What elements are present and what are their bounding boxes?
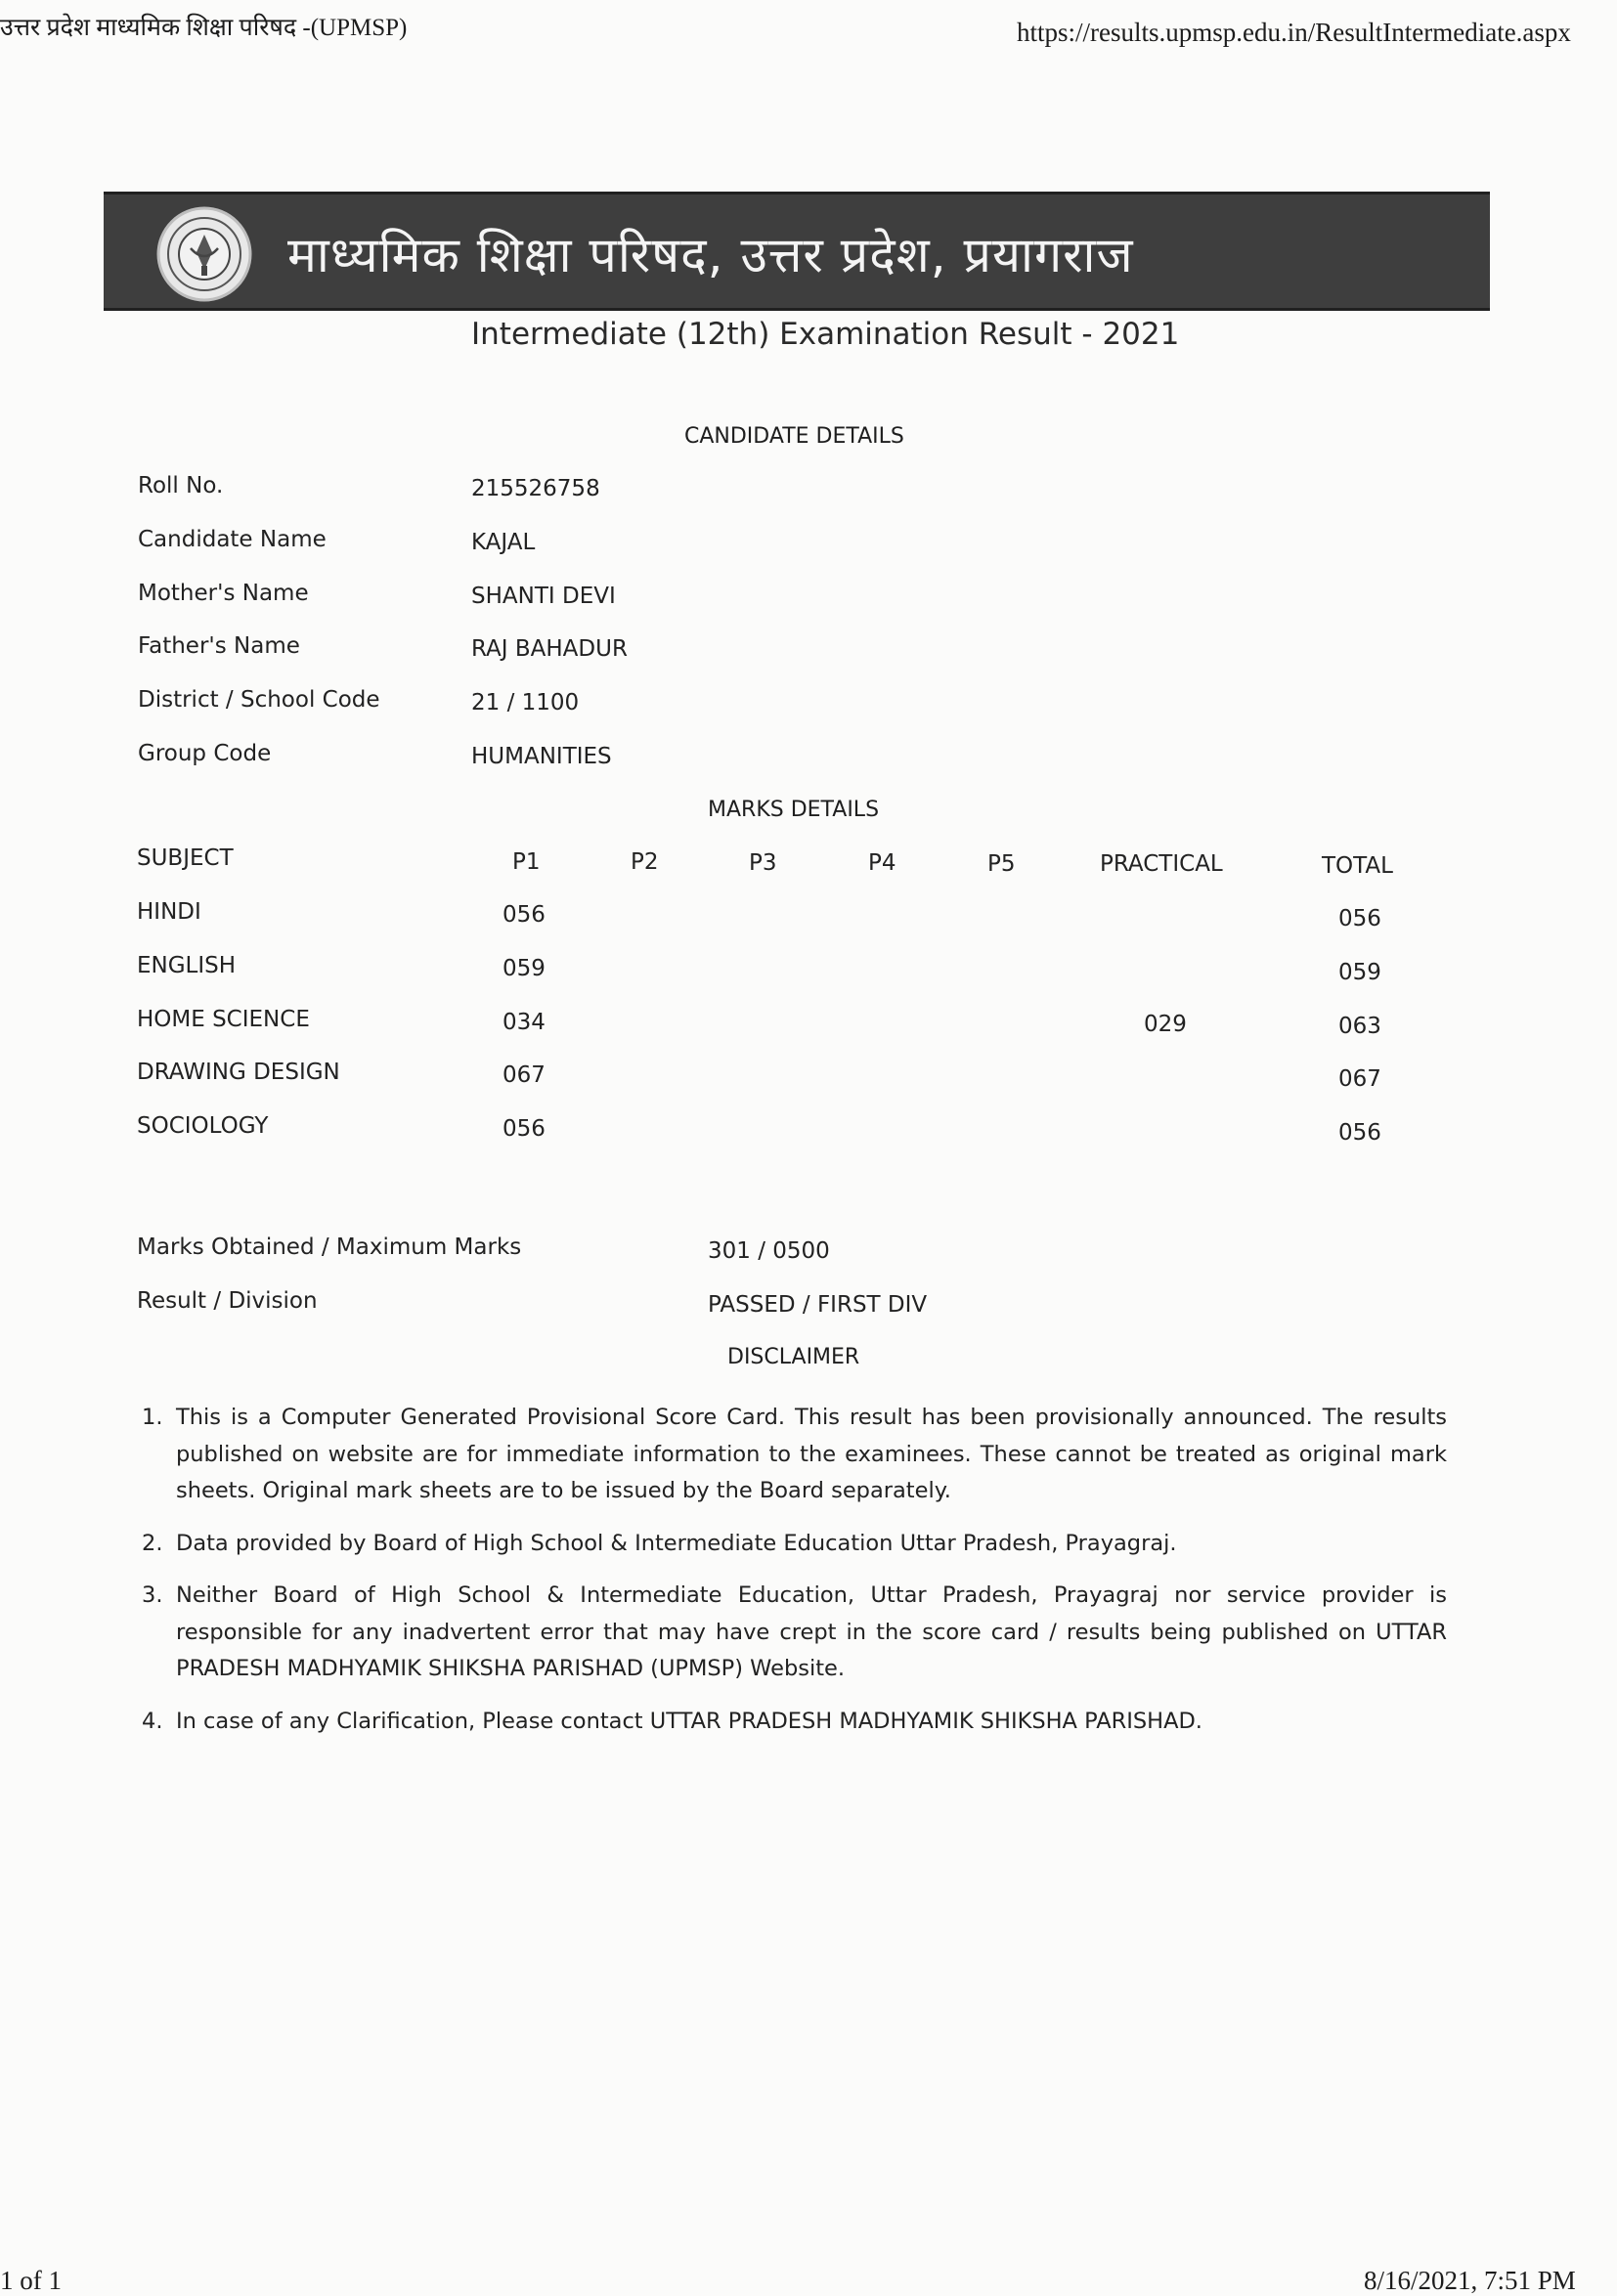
p1-cell: 056 <box>503 1116 546 1142</box>
total-cell: 067 <box>1338 1066 1381 1092</box>
group-code-label: Group Code <box>138 741 272 766</box>
disclaimer-number: 3. <box>142 1582 163 1608</box>
p1-cell: 034 <box>503 1010 546 1035</box>
disclaimer-text: Neither Board of High School & Intermediate Education, Uttar Pradesh, Prayagraj nor service provider is responsible for any inadvertent error that may have crept in the score card / results being published on UTTAR PRADESH MADHYAMIK SHIKSHA PARISHAD (UPMSP) Website. <box>176 1582 1447 1681</box>
marks-obtained-value: 301 / 0500 <box>708 1238 830 1264</box>
disclaimer-item <box>137 1578 1447 1688</box>
subject-cell: DRAWING DESIGN <box>137 1060 340 1085</box>
roll-no-label: Roll No. <box>138 473 224 498</box>
col-header-practical: PRACTICAL <box>1100 851 1223 877</box>
browser-page-title: उत्तर प्रदेश माध्यमिक शिक्षा परिषद -(UPMSP) <box>0 15 408 41</box>
roll-no-value: 215526758 <box>471 476 600 501</box>
mother-name-value: SHANTI DEVI <box>471 584 616 609</box>
disclaimer-number: 1. <box>142 1405 163 1430</box>
exam-title: Intermediate (12th) Examination Result - 2021 <box>471 317 1180 352</box>
p1-cell: 056 <box>503 902 546 928</box>
disclaimer-text: Data provided by Board of High School & Intermediate Education Uttar Pradesh, Prayagraj. <box>176 1530 1177 1556</box>
candidate-name-label: Candidate Name <box>138 527 327 552</box>
total-cell: 056 <box>1338 1120 1381 1146</box>
disclaimer-text: In case of any Clarification, Please contact UTTAR PRADESH MADHYAMIK SHIKSHA PARISHAD. <box>176 1708 1202 1734</box>
board-name: माध्यमिक शिक्षा परिषद, उत्तर प्रदेश, प्रयागराज <box>287 227 1134 283</box>
disclaimer-item <box>137 1400 1447 1510</box>
subject-cell: SOCIOLOGY <box>137 1113 269 1139</box>
marks-details-heading: MARKS DETAILS <box>708 798 880 822</box>
p1-cell: 059 <box>503 956 546 981</box>
candidate-details-heading: CANDIDATE DETAILS <box>684 424 904 449</box>
disclaimer-number: 4. <box>142 1708 163 1734</box>
col-header-total: TOTAL <box>1322 853 1393 879</box>
result-division-value: PASSED / FIRST DIV <box>708 1292 928 1318</box>
disclaimer-number: 2. <box>142 1530 163 1556</box>
disclaimer-item <box>137 1704 1447 1741</box>
disclaimer-list <box>137 1400 1447 1755</box>
candidate-name-value: KAJAL <box>471 530 536 555</box>
p1-cell: 067 <box>503 1062 546 1088</box>
mother-name-label: Mother's Name <box>138 581 309 606</box>
page-counter: 1 of 1 <box>0 2266 62 2295</box>
col-header-subject: SUBJECT <box>137 845 234 871</box>
upmsp-emblem-icon <box>155 205 253 303</box>
disclaimer-text: This is a Computer Generated Provisional Score Card. This result has been provisionally announced. The results published on website are for immediate information to the examinees. These cannot be treated as original mark sheets. Original mark sheets are to be issued by the Board separately. <box>176 1405 1447 1503</box>
board-banner <box>104 192 1490 311</box>
col-header-p5: P5 <box>987 851 1016 877</box>
col-header-p3: P3 <box>749 850 777 876</box>
disclaimer-heading: DISCLAIMER <box>727 1345 860 1369</box>
district-school-code-label: District / School Code <box>138 687 380 713</box>
subject-cell: HINDI <box>137 899 201 925</box>
total-cell: 063 <box>1338 1014 1381 1039</box>
browser-page-url[interactable]: https://results.upmsp.edu.in/ResultIntermediate.aspx <box>1017 18 1571 47</box>
result-division-label: Result / Division <box>137 1288 318 1314</box>
district-school-code-value: 21 / 1100 <box>471 690 580 715</box>
subject-cell: ENGLISH <box>137 953 237 978</box>
group-code-value: HUMANITIES <box>471 744 612 769</box>
subject-cell: HOME SCIENCE <box>137 1007 310 1032</box>
total-cell: 056 <box>1338 906 1381 931</box>
col-header-p4: P4 <box>868 850 896 876</box>
print-timestamp: 8/16/2021, 7:51 PM <box>1364 2266 1576 2295</box>
marks-obtained-label: Marks Obtained / Maximum Marks <box>137 1235 522 1260</box>
col-header-p1: P1 <box>512 849 541 875</box>
disclaimer-item <box>137 1526 1447 1563</box>
col-header-p2: P2 <box>631 849 659 875</box>
total-cell: 059 <box>1338 960 1381 985</box>
father-name-value: RAJ BAHADUR <box>471 636 628 662</box>
practical-cell: 029 <box>1144 1012 1187 1037</box>
father-name-label: Father's Name <box>138 633 300 659</box>
